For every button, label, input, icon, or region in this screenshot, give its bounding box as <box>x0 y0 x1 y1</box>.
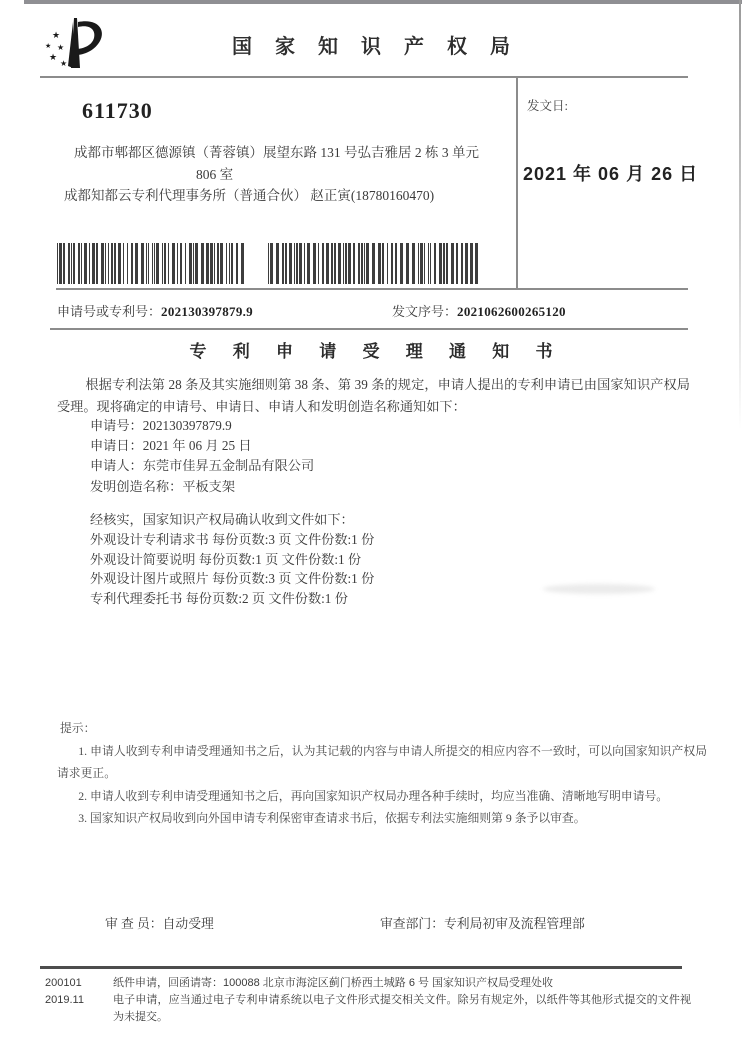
svg-text:★: ★ <box>45 42 52 50</box>
footer-divider <box>40 966 682 969</box>
footer-section <box>45 975 695 1025</box>
footer-code: 200101 <box>45 977 82 989</box>
examiner-row <box>105 913 214 932</box>
footer-row-paper <box>45 975 695 992</box>
received-documents <box>90 510 374 609</box>
field-applicant <box>90 456 314 476</box>
serial-number-label: 发文序号： <box>392 304 458 319</box>
notice-intro-paragraph: 根据专利法第 28 条及其实施细则第 38 条、第 39 条的规定，申请人提出的专利申请已由国家知识产权局受理。现将确定的申请号、申请日、申请人和发明创造名称通知如下： <box>57 377 690 414</box>
application-number-row <box>57 301 253 320</box>
notes-heading: 提示： <box>60 721 96 735</box>
application-number-label: 申请号或专利号： <box>57 304 162 319</box>
field-invention-name <box>90 477 314 497</box>
barcode-left <box>57 243 244 284</box>
field-label: 申请号： <box>90 418 143 433</box>
svg-text:★: ★ <box>60 59 68 68</box>
serial-number-value: 2021062600265120 <box>457 304 566 319</box>
note-item-3: 3. 国家知识产权局收到向外国申请专利保密审查请求书后，依据专利法实施细则第 9 条予以审查。 <box>78 811 586 826</box>
note-item-1: 1. 申请人收到专利申请受理通知书之后，认为其记载的内容与申请人所提交的相应内容不一致时，可以向国家知识产权局请求更正。 <box>57 744 707 781</box>
notice-title: 专 利 申 请 受 理 通 知 书 <box>189 342 564 361</box>
received-intro: 经核实，国家知识产权局确认收到文件如下： <box>90 512 354 527</box>
svg-text:★: ★ <box>49 52 58 62</box>
svg-text:★: ★ <box>57 43 65 52</box>
scan-edge-top <box>24 0 742 4</box>
scan-smudge <box>543 584 655 594</box>
department-row <box>380 913 585 932</box>
serial-number-row <box>392 301 566 320</box>
field-label: 发明创造名称： <box>90 478 183 494</box>
department-label: 审查部门： <box>380 917 444 931</box>
scan-edge-right <box>739 0 741 430</box>
footer-text: 电子申请，应当通过电子专利申请系统以电子文件形式提交相关文件。除另有规定外，以纸件等其他形式提交的文件视为未提交。 <box>113 993 691 1023</box>
field-label: 申请日： <box>90 438 143 454</box>
footer-code: 2019.11 <box>45 993 84 1006</box>
field-value: 2021 年 06 月 25 日 <box>142 438 252 454</box>
dispatch-date-value: 2021 年 06 月 26 日 <box>523 164 699 184</box>
examiner-value: 自动受理 <box>162 917 214 931</box>
application-fields <box>90 416 314 497</box>
agency-title: 国 家 知 识 产 权 局 <box>232 36 519 58</box>
field-application-date <box>90 436 314 456</box>
footer-row-electronic <box>45 992 695 1026</box>
recipient-code: 611730 <box>82 98 153 123</box>
received-doc-row: 外观设计图片或照片 每份页数:3 页 文件份数:1 份 <box>90 571 375 587</box>
note-item-2: 2. 申请人收到专利申请受理通知书之后，再向国家知识产权局办理各种手续时，均应当准确、清晰地写明申请号。 <box>78 788 669 803</box>
examiner-label: 审 查 员： <box>105 917 163 931</box>
recipient-agent-line: 成都知都云专利代理事务所（普通合伙） 赵正寅(18780160470) <box>64 188 435 203</box>
svg-text:★: ★ <box>52 30 61 40</box>
recipient-address-line1: 成都市郫都区德源镇（菁蓉镇）展望东路 131 号弘吉雅居 2 栋 3 单元 <box>74 145 479 160</box>
barcode-right <box>268 243 482 284</box>
application-number-value: 202130397879.9 <box>161 304 253 319</box>
received-doc-row: 专利代理委托书 每份页数:2 页 文件份数:1 份 <box>90 591 348 607</box>
received-doc-row: 外观设计专利请求书 每份页数:3 页 文件份数:1 份 <box>90 531 375 547</box>
field-application-number <box>90 416 314 436</box>
dispatch-date-label: 发文日: <box>527 99 568 113</box>
field-label: 申请人： <box>90 458 143 474</box>
field-value: 平板支架 <box>182 478 236 494</box>
barcode-divider <box>56 288 688 290</box>
footer-text: 纸件申请，回函请寄：100088 北京市海淀区蓟门桥西土城路 6 号 国家知识产权局受理处收 <box>113 977 554 989</box>
field-value: 东莞市佳昇五金制品有限公司 <box>142 458 315 474</box>
date-cell-divider <box>516 76 518 288</box>
department-value: 专利局初审及流程管理部 <box>443 917 585 931</box>
received-doc-row: 外观设计简要说明 每份页数:1 页 文件份数:1 份 <box>90 551 362 567</box>
notes-section <box>57 719 707 830</box>
recipient-address-line2: 806 室 <box>196 167 234 182</box>
header-divider <box>40 76 688 78</box>
title-divider <box>50 328 688 330</box>
field-value: 202130397879.9 <box>142 418 232 433</box>
